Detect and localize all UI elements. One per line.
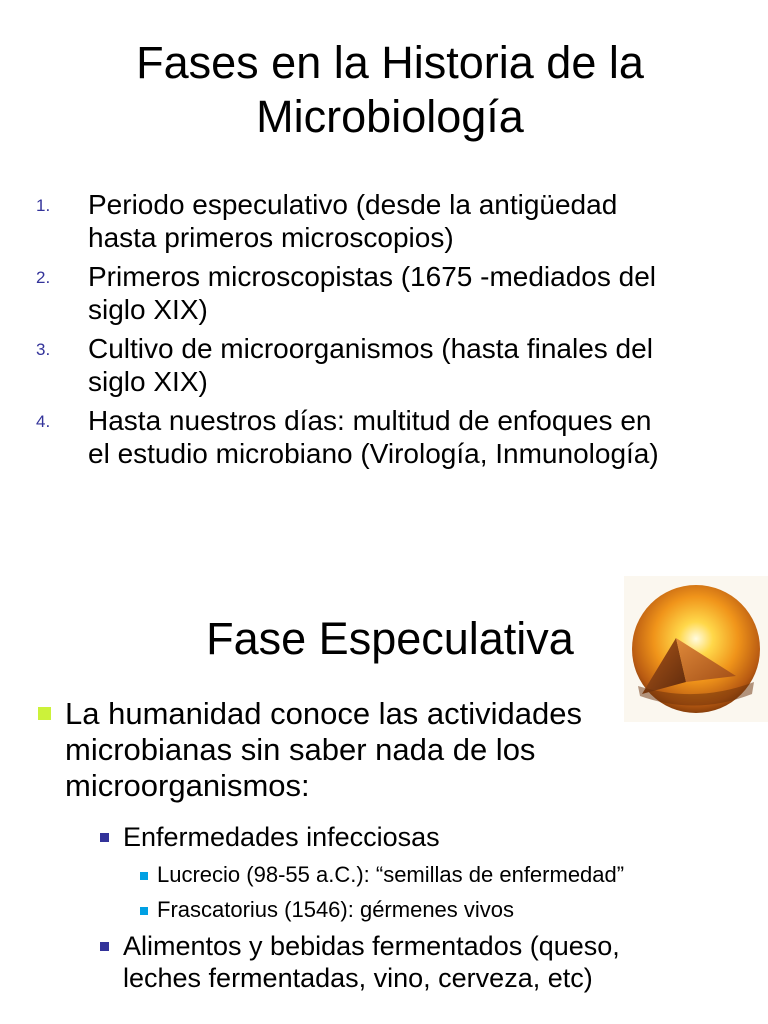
square-bullet-icon	[140, 907, 148, 915]
slide-fase-especulativa	[0, 560, 768, 1024]
list-number: 1.	[36, 196, 51, 215]
title-line-1: Fases en la Historia de la	[136, 37, 644, 88]
bullet-main	[38, 696, 648, 804]
square-bullet-icon	[140, 872, 148, 880]
sub-sub-bullet-lucrecio	[140, 862, 760, 888]
sub-sub-bullet-text: Frascatorius (1546): gérmenes vivos	[157, 897, 515, 922]
list-item-text: Hasta nuestros días: multitud de enfoques en	[88, 405, 652, 436]
title-line-2: Microbiología	[256, 91, 524, 142]
sub-sub-bullet-frascatorius	[140, 897, 760, 923]
square-bullet-icon	[38, 707, 51, 720]
sub-bullet-enfermedades	[100, 821, 740, 853]
sub-bullet-text: Enfermedades infecciosas	[123, 822, 440, 852]
sub-bullet-alimentos	[100, 930, 740, 994]
list-number: 2.	[36, 268, 51, 287]
sub-bullet-text: leches fermentadas, vino, cerveza, etc)	[123, 963, 593, 993]
list-item-text: siglo XIX)	[88, 366, 208, 397]
list-number: 4.	[36, 412, 51, 431]
phases-list	[0, 188, 768, 476]
square-bullet-icon	[100, 833, 109, 842]
list-item-text: siglo XIX)	[88, 294, 208, 325]
list-item-text: hasta primeros microscopios)	[88, 222, 454, 253]
list-item	[0, 404, 768, 470]
list-item	[0, 188, 768, 254]
list-item	[0, 260, 768, 326]
list-item	[0, 332, 768, 398]
bullet-text: La humanidad conoce las actividades	[65, 696, 583, 731]
list-item-text: Cultivo de microorganismos (hasta finales del	[88, 333, 653, 364]
sub-bullet-text: Alimentos y bebidas fermentados (queso,	[123, 931, 620, 961]
square-bullet-icon	[100, 942, 109, 951]
list-item-text: el estudio microbiano (Virología, Inmunología)	[88, 438, 659, 469]
slide-title	[20, 36, 760, 144]
list-item-text: Periodo especulativo (desde la antigüedad	[88, 189, 618, 220]
list-number: 3.	[36, 340, 51, 359]
sub-sub-bullet-text: Lucrecio (98-55 a.C.): “semillas de enfermedad”	[157, 862, 625, 887]
bullet-text: microorganismos:	[65, 768, 310, 803]
list-item-text: Primeros microscopistas (1675 -mediados del	[88, 261, 656, 292]
slide-title: Fase Especulativa	[206, 613, 574, 664]
bullet-text: microbianas sin saber nada de los	[65, 732, 536, 767]
